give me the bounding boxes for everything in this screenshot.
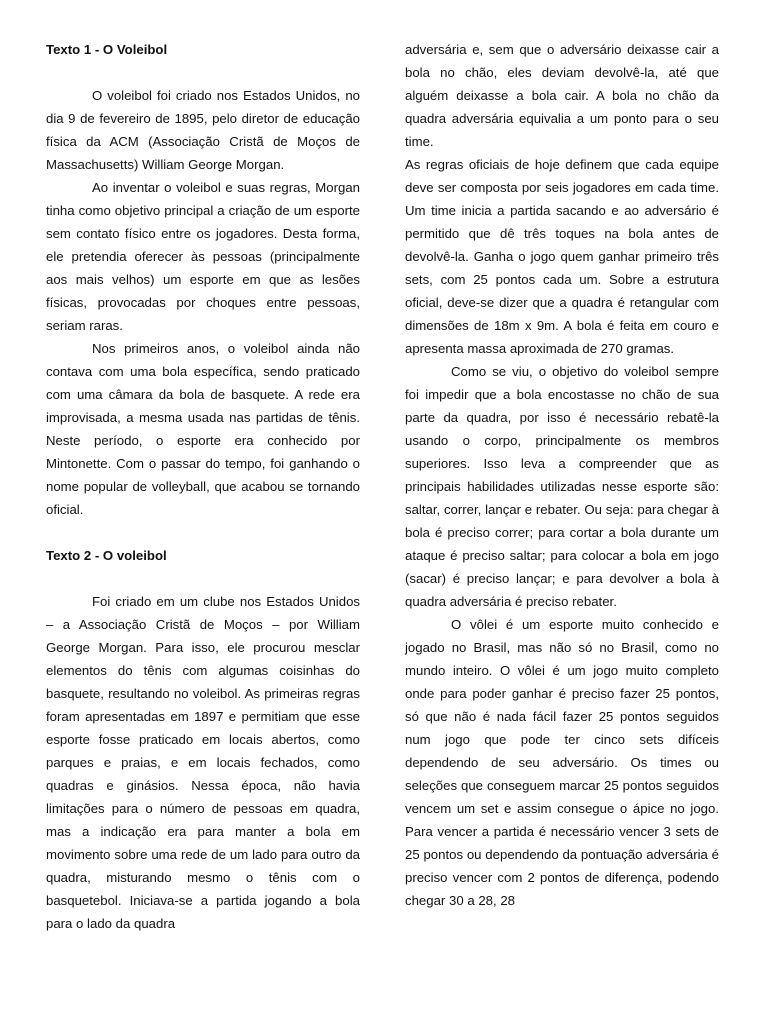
left-column [46,38,360,935]
texto2-paragraph: Foi criado em um clube nos Estados Unidos – a Associação Cristã de Moços – por William George Morgan. Para isso, ele procurou mesclar elementos do tênis com algumas coisinhas do basquete, resultando no voleibol. As primeiras regras foram apresentadas em 1897 e permitiam que esse esporte fosse praticado em locais abertos, como parques e praias, e em locais fechados, como quadras e ginásios. Nessa época, não havia limitações para o número de pessoas em quadra, mas a indicação era para manter a bola em movimento sobre uma rede de um lado para outro da quadra, misturando mesmo o tênis com o basquetebol. Iniciava-se a partida jogando a bola para o lado da quadra [46,594,360,931]
texto2-paragraph: As regras oficiais de hoje definem que cada equipe deve ser composta por seis jogadores em cada time. Um time inicia a partida sacando e ao adversário é permitido que dê três toques na bola antes de devolvê-la. Ganha o jogo quem ganhar primeiro três sets, com 25 pontos cada um. Sobre a estrutura oficial, deve-se dizer que a quadra é retangular com dimensões de 18m x 9m. A bola é feita em couro e apresenta massa aproximada de 270 gramas. [405,157,719,356]
texto1-title: Texto 1 - O Voleibol [46,42,168,57]
texto2-paragraph-continuation: adversária e, sem que o adversário deixasse cair a bola no chão, eles deviam devolvê-la, até que alguém deixasse a bola cair. A bola no chão da quadra adversária equivalia a um ponto para o seu time. [405,42,719,149]
texto1-paragraph: Nos primeiros anos, o voleibol ainda não contava com uma bola específica, sendo praticado com uma câmara da bola de basquete. A rede era improvisada, a mesma usada nas partidas de tênis. Neste período, o esporte era conhecido por Mintonette. Com o passar do tempo, foi ganhando o nome popular de volleyball, que acabou se tornando oficial. [46,341,360,517]
texto2-paragraph: O vôlei é um esporte muito conhecido e jogado no Brasil, mas não só no Brasil, como no mundo inteiro. O vôlei é um jogo muito completo onde para poder ganhar é preciso fazer 25 pontos, só que não é nada fácil fazer 25 pontos seguidos num jogo que pode ter cinco sets difíceis dependendo de seu adversário. Os times ou seleções que conseguem marcar 25 pontos seguidos vencem um set e assim consegue o ápice no jogo. Para vencer a partida é necessário vencer 3 sets de 25 pontos ou dependendo da pontuação adversária é preciso vencer com 2 pontos de diferença, podendo chegar 30 a 28, 28 [405,617,719,908]
section-gap [46,521,360,544]
texto1-paragraph: Ao inventar o voleibol e suas regras, Morgan tinha como objetivo principal a criação de um esporte sem contato físico entre os jogadores. Desta forma, ele pretendia oferecer às pessoas (principalmente aos mais velhos) um esporte em que as lesões físicas, provocadas por choques entre pessoas, seriam raras. [46,180,360,333]
texto2-title: Texto 2 - O voleibol [46,548,167,563]
texto2-paragraph: Como se viu, o objetivo do voleibol sempre foi impedir que a bola encostasse no chão de sua parte da quadra, por isso é necessário rebatê-la usando o corpo, principalmente os membros superiores. Isso leva a compreender que as principais habilidades utilizadas nesse esporte são: saltar, correr, lançar e rebater. Ou seja: para chegar à bola é preciso correr; para cortar a bola durante um ataque é preciso saltar; para colocar a bola em jogo (sacar) é preciso lançar; e para devolver a bola à quadra adversária é preciso rebater. [405,364,719,609]
right-column [405,38,719,912]
texto1-paragraph: O voleibol foi criado nos Estados Unidos, no dia 9 de fevereiro de 1895, pelo diretor de educação física da ACM (Associação Cristã de Moços de Massachusetts) William George Morgan. [46,88,360,172]
